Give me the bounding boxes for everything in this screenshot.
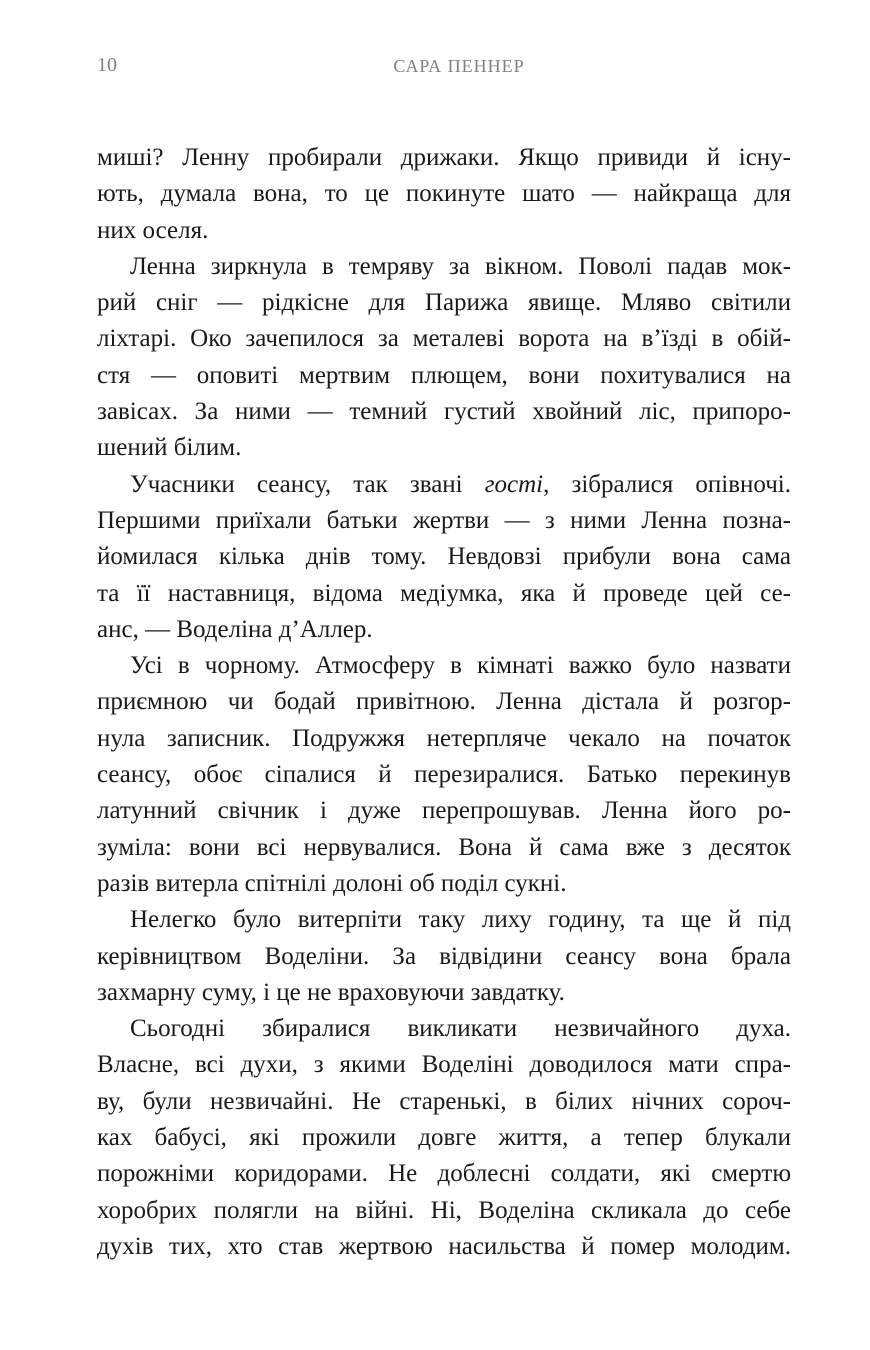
- text-line: Першими приїхали батьки жертви — з ними Ленна позна-: [97, 506, 791, 534]
- paragraph: [97, 902, 791, 1011]
- text-line: порожніми коридорами. Не доблесні солдати, які смертю: [97, 1160, 791, 1188]
- text-line: приємною чи бодай привітною. Ленна дістала й розгор-: [97, 688, 791, 716]
- body-text: [97, 140, 791, 1265]
- paragraph: [97, 249, 791, 467]
- text-line: керівництвом Воделіни. За відвідини сеансу вона брала: [97, 942, 791, 970]
- page-number: 10: [97, 54, 117, 76]
- text-line: ву, були незвичайні. Не старенькі, в білих нічних сороч-: [97, 1087, 791, 1115]
- text-line: йомилася кілька днів тому. Невдовзі прибули вона сама: [97, 543, 791, 571]
- text-line: Власне, всі духи, з якими Воделіні доводилося мати спра-: [97, 1051, 791, 1079]
- paragraph: [97, 648, 791, 902]
- paragraph: [97, 467, 791, 648]
- text-fragment: Учасники сеансу, так звані: [130, 470, 485, 498]
- text-line: анс, — Воделіна д’Аллер.: [97, 615, 373, 643]
- text-line: [97, 467, 791, 503]
- text-line: рий сніг — рідкісне для Парижа явище. Мляво світили: [97, 289, 791, 317]
- text-line: разів витерла спітнілі долоні об поділ сукні.: [97, 869, 567, 897]
- text-line: миші? Ленну пробирали дрижаки. Якщо привиди й існу-: [97, 144, 791, 171]
- text-line: них оселя.: [97, 216, 209, 244]
- text-line: хоробрих полягли на війні. Ні, Воделіна скликала до себе: [97, 1196, 791, 1224]
- text-line: сеансу, обоє сіпалися й перезиралися. Батько перекинув: [97, 761, 791, 789]
- text-line: ліхтарі. Око зачепилося за металеві ворота на в’їзді в обій-: [97, 325, 791, 353]
- text-line: та її наставниця, відома медіумка, яка й проведе цей се-: [97, 579, 791, 607]
- text-line: нула записник. Подружжя нетерпляче чекало на початок: [97, 724, 791, 752]
- text-line: ках бабусі, які прожили довге життя, а тепер блукали: [97, 1124, 791, 1152]
- text-line: Ленна зиркнула в темряву за вікном. Поволі падав мок-: [130, 252, 791, 280]
- text-line: ють, думала вона, то це покинуте шато — найкраща для: [97, 180, 791, 208]
- text-line: духів тих, хто став жертвою насильства й помер молодим.: [97, 1232, 791, 1260]
- text-line: шений білим.: [97, 434, 242, 462]
- text-line: захмарну суму, і це не враховуючи завдатку.: [97, 978, 565, 1006]
- text-line: Нелегко було витерпіти таку лиху годину, та ще й під: [130, 906, 791, 934]
- text-line: латунний свічник і дуже перепрошував. Ленна його ро-: [97, 797, 791, 825]
- text-line: Усі в чорному. Атмосферу в кімнаті важко було назвати: [130, 652, 791, 680]
- running-head: САРА ПЕННЕР: [393, 56, 525, 76]
- italic-word: гості: [484, 470, 544, 498]
- text-fragment: , зібралися опівночі.: [543, 470, 791, 498]
- text-line: завісах. За ними — темний густий хвойний ліс, припоро-: [97, 398, 791, 426]
- text-line: зуміла: вони всі нервувалися. Вона й сама вже з десяток: [97, 833, 791, 861]
- page-header: [97, 54, 791, 80]
- paragraph: [97, 1011, 791, 1265]
- paragraph: [97, 140, 791, 249]
- text-line: стя — оповиті мертвим плющем, вони похитувалися на: [97, 361, 791, 389]
- text-line: Сьогодні збиралися викликати незвичайного духа.: [130, 1015, 791, 1043]
